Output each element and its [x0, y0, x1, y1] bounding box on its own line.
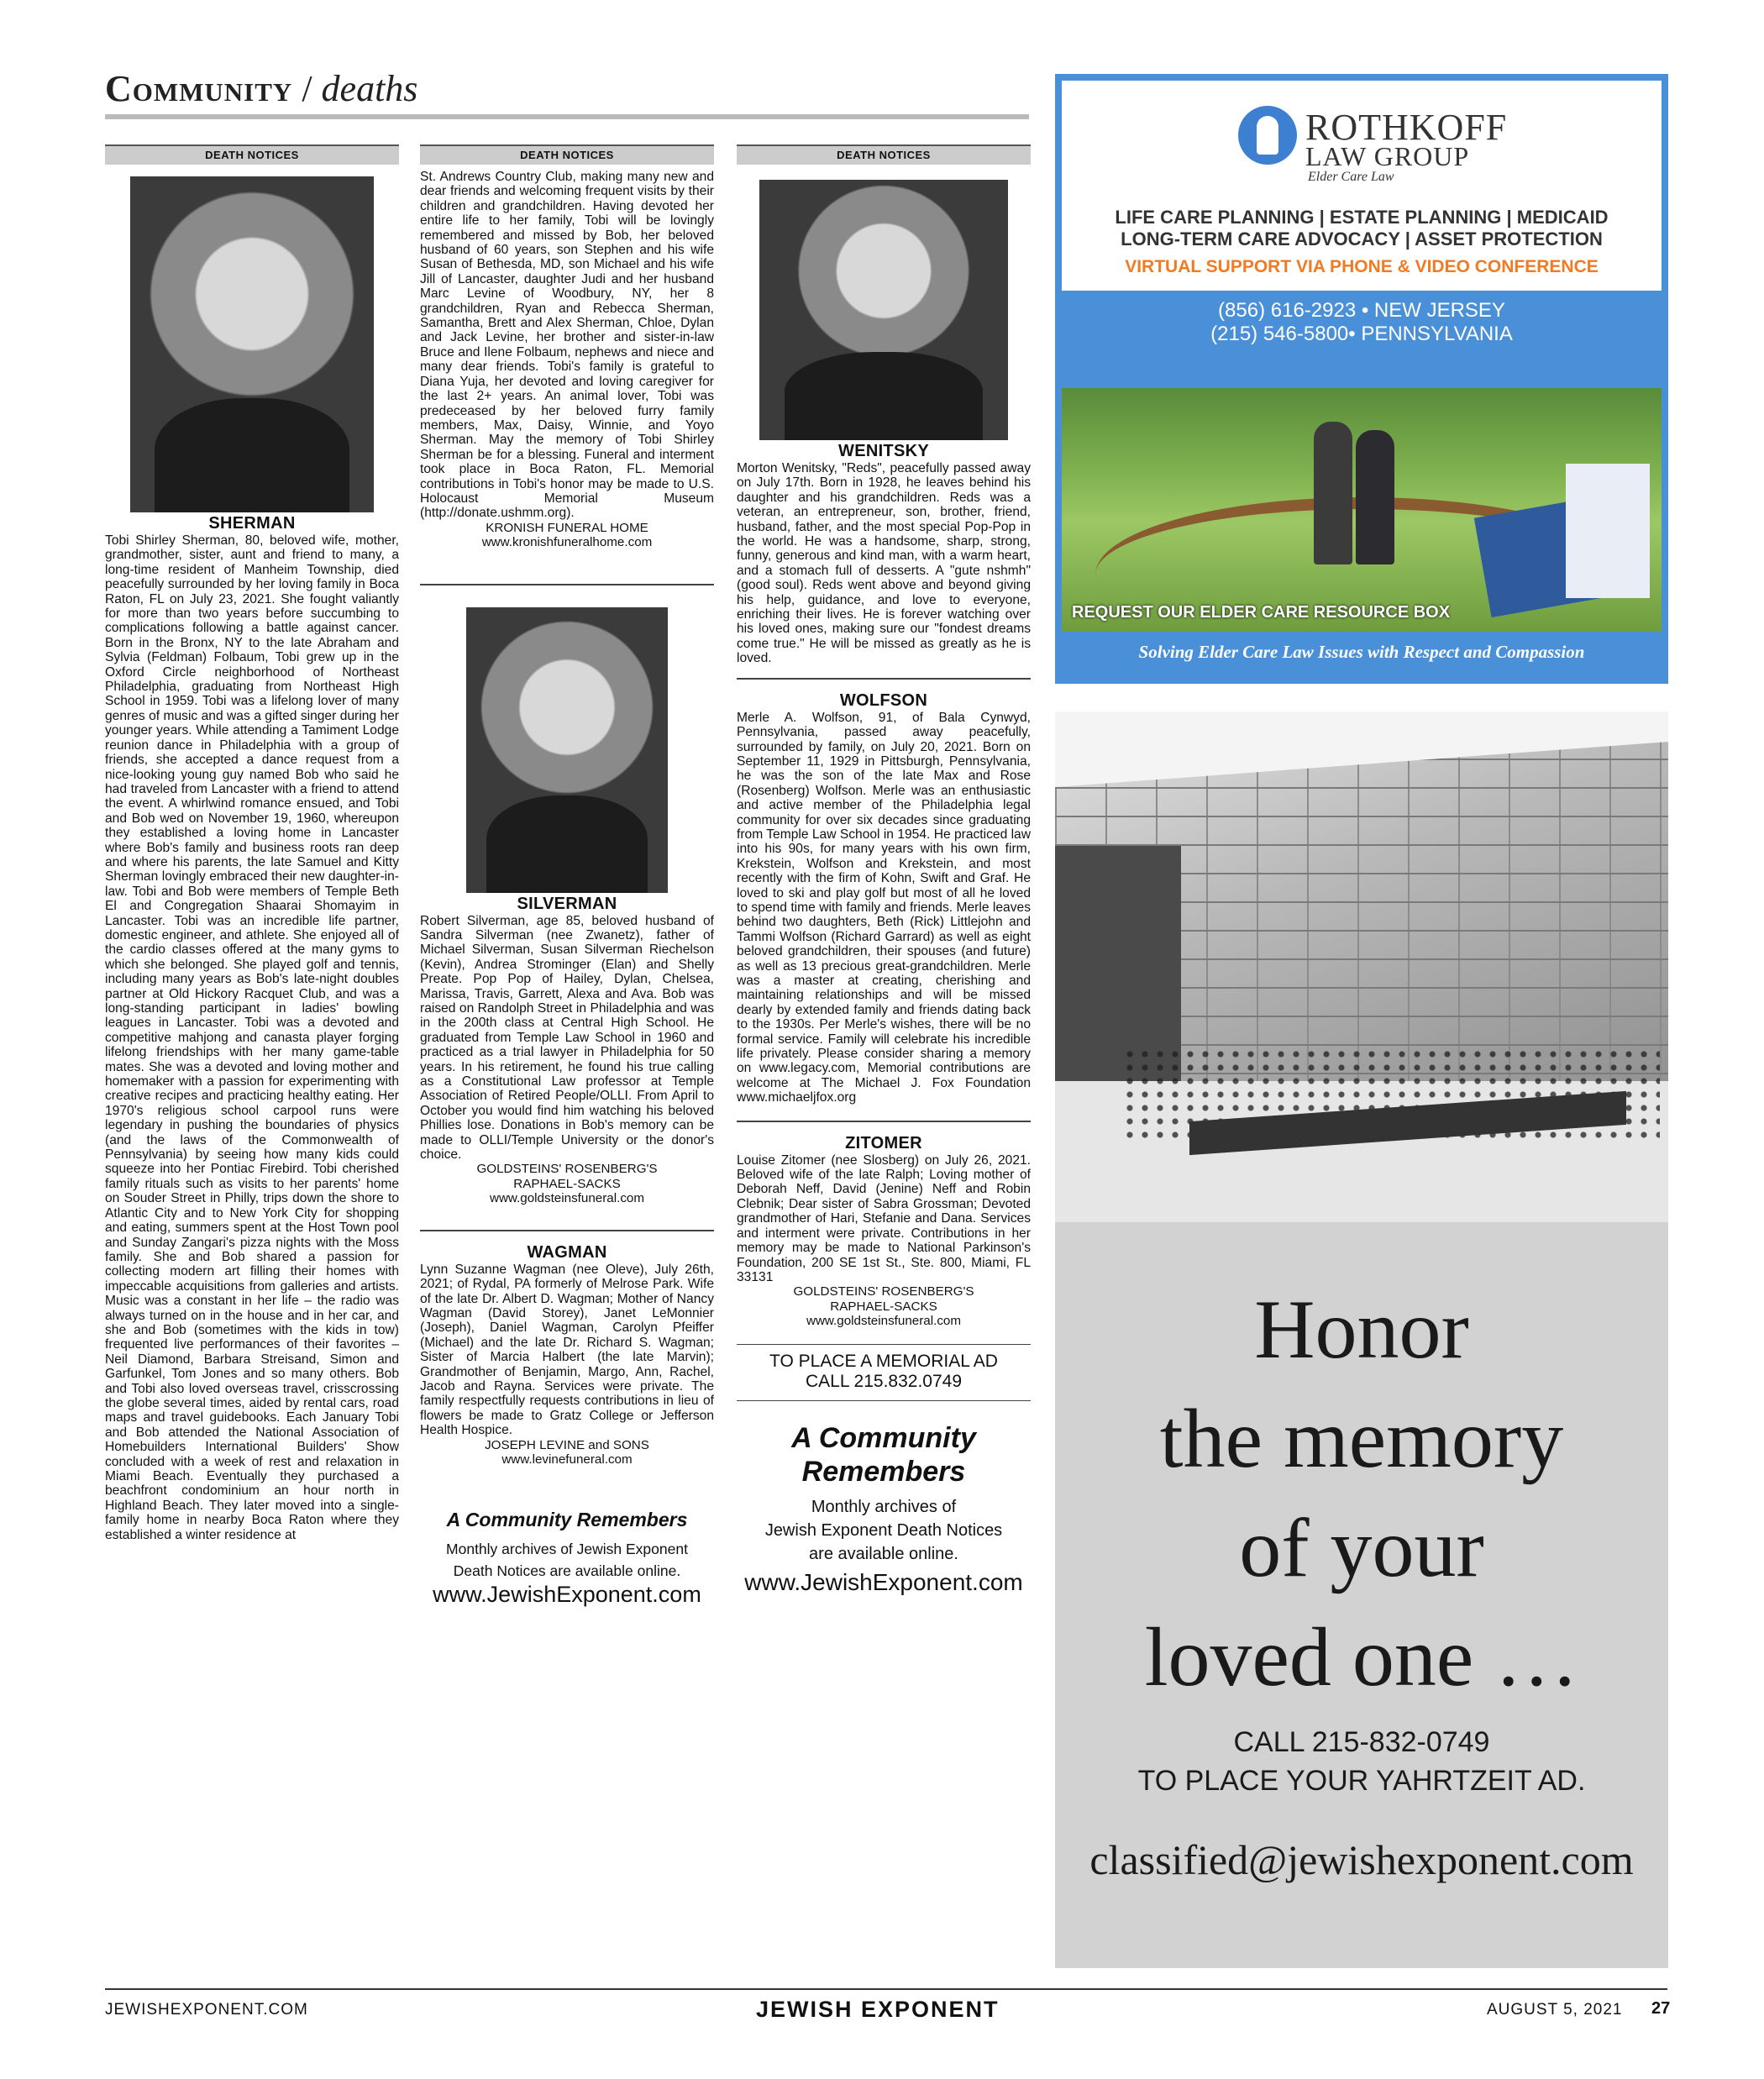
honor-line: of your	[1239, 1501, 1484, 1594]
funeral-url-kronish[interactable]: www.kronishfuneralhome.com	[481, 535, 653, 550]
rothkoff-name: ROTHKOFF	[1305, 107, 1508, 148]
honor-line: Honor	[1254, 1283, 1469, 1376]
divider	[737, 1121, 1031, 1122]
divider	[737, 1400, 1031, 1401]
yahrtzeit-ad[interactable]	[1055, 1222, 1668, 1968]
column-header: DEATH NOTICES	[420, 144, 714, 165]
rothkoff-name-sub: LAW GROUP	[1305, 141, 1470, 171]
promo-line: Monthly archives of Jewish Exponent	[446, 1541, 688, 1558]
obituary-text-silverman: Robert Silverman, age 85, beloved husband of Sandra Silverman (nee Zwanetz), father of Michael Silverman, Susan Silverman Riechelson (Kevin), Andrea Strominger (Elan) and Shelly Preate. Pop Pop of Hailey, Dylan, Chelsea, Marissa, Travis, Garrett, Alexa and Ava. Bob was raised on Randolph Street in Philadelphia and was in the 200th class at Central High School. He graduated from Temple Law School in 1960 and practiced as a trial lawyer in Philadelphia for 50 years. In his retirement, he found his true calling as a Constitutional Law professor at Temple Association of Retired People/OLLI. From April to October you would find him watching his beloved Phillies lose. Donations in Bob's memory can be made to OLLI/Temple University or the donor's choice.	[420, 913, 714, 1163]
funeral-home-raphael: RAPHAEL-SACKS	[830, 1299, 937, 1314]
divider	[420, 584, 714, 585]
footer-rule	[105, 1988, 1667, 1990]
obituary-text-wolfson: Merle A. Wolfson, 91, of Bala Cynwyd, Pennsylvania, passed away peacefully, surrounded by family, on July 20, 2021. Born on September 11, 1929 in Pittsburgh, Pennsylvania, he was the son of the late Max and Rose (Rosenberg) Wolfson. Merle was an enthusiastic and active member of the Philadelphia legal community for over six decades since graduating from Temple Law School in 1954. He practiced law into his 90s, for many years with his own firm, Krekstein, Wolfson and Krekstein, and most recently with the firm of Kohn, Swift and Graf. He loved to ski and play golf but most of all he loved to spend time with family and friends. Merle leaves behind two daughters, Beth (Rick) Littlejohn and Tammi Wolfson (Richard Garrard) as well as eight beloved grandchildren, their spouses (and future) as well as 13 precious great-grandchildren. Merle was a master at creating, cherishing and maintaining relationships and will be missed dearly by extended family and friends dating back to the 1930s. Per Merle's wishes, there will be no formal service. Family will celebrate his incredible life privately. Please consider sharing a memory on www.legacy.com, Memorial contributions are welcome at The Michael J. Fox Foundation www.michaeljfox.org	[737, 710, 1031, 1105]
column-2	[420, 144, 714, 1608]
promo-title: A Community Remembers	[446, 1509, 688, 1531]
promo-url[interactable]: www.JewishExponent.com	[433, 1582, 701, 1608]
divider	[737, 1344, 1031, 1345]
promo-line: are available online.	[809, 1544, 958, 1563]
footer-date: AUGUST 5, 2021	[1487, 2001, 1623, 2019]
obituary-name-sherman: SHERMAN	[208, 514, 296, 533]
rothkoff-tagline: Solving Elder Care Law Issues with Respect and Compassion	[1138, 642, 1585, 662]
rothkoff-ad-header	[1062, 81, 1662, 291]
phone-pa: (215) 546-5800• PENNSYLVANIA	[1210, 323, 1513, 345]
funeral-home-raphael: RAPHAEL-SACKS	[513, 1176, 621, 1191]
honor-line: loved one …	[1144, 1610, 1579, 1704]
obituary-text-zitomer: Louise Zitomer (nee Slosberg) on July 26, 2021. Beloved wife of the late Ralph; Loving mother of Deborah Neff, David (Jenine) Neff and Robin Clebnik; Dear sister of Sabra Grossman; Devoted grandmother of Hari, Stefanie and Dana. Services and interment were private. Contributions in her memory may be made to National Parkinson's Foundation, 200 SE 1st St., Ste. 800, Miami, FL 33131	[737, 1152, 1031, 1284]
obituary-text-wagman: Lynn Suzanne Wagman (nee Oleve), July 26th, 2021; of Rydal, PA formerly of Melrose Park. Wife of the late Dr. Albert D. Wagman; Mother of Nancy Wagman (David Storey), Janet LeMonnier (Joseph), Daniel Wagman, Carolyn Pfeiffer (Michael) and the late Dr. Richard S. Wagman; Sister of Marcia Halbert (the late Marvin); Grandmother of Benjamin, Margo, Ann, Rachel, Jacob and Rayna. Services were private. The family respectfully requests contributions in lieu of flowers be made to Gratz College or Jefferson Health Hospice.	[420, 1262, 714, 1438]
wenitsky-photo	[759, 180, 1008, 440]
funeral-url-goldsteins[interactable]: www.goldsteinsfuneral.com	[806, 1314, 962, 1329]
obituary-name-wolfson: WOLFSON	[839, 690, 928, 710]
promo-url[interactable]: www.JewishExponent.com	[744, 1568, 1023, 1595]
silverman-photo	[466, 607, 668, 893]
promo-title: A Community	[791, 1421, 976, 1454]
request-box-cta[interactable]: REQUEST OUR ELDER CARE RESOURCE BOX	[1072, 603, 1451, 622]
divider	[737, 678, 1031, 680]
funeral-home-kronish: KRONISH FUNERAL HOME	[486, 520, 648, 535]
western-wall-photo	[1055, 711, 1668, 1222]
obituary-text-sherman-cont: St. Andrews Country Club, making many new and dear friends and welcoming frequent visits by their children and grandchildren. Having devoted her entire life to her family, Tobi will be lovingly remembered and missed by Bob, her beloved husband of 60 years, son Stephen and his wife Susan of Bethesda, MD, son Michael and his wife Jill of Lancaster, daughter Judi and her husband Marc Levine of Woodbury, NY, her 8 grandchildren, Ryan and Rebecca Sherman, Samantha, Brett and Alex Sherman, Chloe, Dylan and Jack Levine, her brother and sister-in-law Bruce and Ilene Folbaum, nephews and niece and many dear friends. Tobi's family is grateful to Diana Yuja, her devoted and loving caregiver for the last 2+ years. An animal lover, Tobi was predeceased by her beloved furry family members, Max, Daisy, Winnie, and Yoyo Sherman. May the memory of Tobi Shirley Sherman be for a blessing. Funeral and interment took place in Boca Raton, FL. Memorial contributions in Tobi's honor may be made to U.S. Holocaust Memorial Museum (http://donate.ushmm.org).	[420, 170, 714, 521]
section-name: Community	[105, 68, 293, 109]
classified-email[interactable]: classified@jewishexponent.com	[1089, 1836, 1634, 1883]
divider	[420, 1230, 714, 1231]
column-3	[737, 144, 1031, 1596]
promo-title: Remembers	[801, 1455, 966, 1488]
funeral-home-goldsteins: GOLDSTEINS' ROSENBERG'S	[793, 1284, 974, 1299]
memorial-ad-phone: CALL 215.832.0749	[805, 1371, 963, 1391]
elder-care-photo	[1062, 388, 1662, 632]
promo-line: Jewish Exponent Death Notices	[764, 1520, 1003, 1540]
column-1	[105, 144, 399, 1542]
yahrtzeit-cta: TO PLACE YOUR YAHRTZEIT AD.	[1137, 1765, 1586, 1797]
services-line: LONG-TERM CARE ADVOCACY | ASSET PROTECTION	[1121, 228, 1603, 249]
page-number: 27	[1651, 1999, 1671, 2018]
column-header: DEATH NOTICES	[737, 144, 1031, 165]
rothkoff-specialty: Elder Care Law	[1308, 170, 1394, 184]
obituary-name-wagman: WAGMAN	[527, 1242, 607, 1262]
header-rule	[105, 114, 1029, 119]
promo-line: Monthly archives of	[811, 1497, 957, 1516]
funeral-home-levine: JOSEPH LEVINE and SONS	[485, 1437, 649, 1452]
obituary-text-wenitsky: Morton Wenitsky, "Reds", peacefully passed away on July 17th. Born in 1928, he leaves behind his daughter and his grandchildren. Reds was a veteran, an entrepreneur, son, brother, friend, husband, father, and the most special Pop-Pop in the world. He was a handsome, sharp, strong, funny, generous and kind man, with a warm heart, and a stomach full of desserts. A "gute nshmh" (good soul). Reds went above and beyond giving his help, guidance, and love to everyone, enriching their lives. He is forever watching over his loved ones, making sure our "fondest dreams come true." He will be missed as greatly as he is loved.	[737, 461, 1031, 666]
services-line: LIFE CARE PLANNING | ESTATE PLANNING | MEDICAID	[1115, 207, 1609, 228]
section-title: Community / deaths	[105, 68, 418, 109]
honor-line: the memory	[1159, 1392, 1564, 1485]
obituary-text-sherman: Tobi Shirley Sherman, 80, beloved wife, mother, grandmother, sister, aunt and friend to many, a long-time resident of Manheim Township, died peacefully surrounded by her loving family in Boca Raton, FL on July 23, 2021. She fought valiantly for more than two years before succumbing to complications following a battle against cancer. Born in the Bronx, NY to the late Abraham and Sylvia (Feldman) Folbaum, Tobi grew up in the Oxford Circle neighborhood of Northeast Philadelphia, graduating from Northeast High School in 1959. Tobi was a lifelong lover of many genres of music and was a gifted singer during her younger years. While attending a Tamiment Lodge reunion dance in Philadelphia with a group of friends, she accepted a dance request from a nice-looking young guy named Bob who said he had traveled from Lancaster with a friend to attend the event. A whirlwind romance ensued, and Tobi and Bob wed on November 19, 1960, whereupon they established a loving home in Lancaster where Bob's family and business roots ran deep and where his parents, the late Samuel and Kitty Sherman lovingly embraced their new daughter-in-law. Tobi and Bob were members of Temple Beth El and Congregation Shaarai Shomayim in Lancaster. Tobi was an incredible life partner, domestic engineer, and athlete. She enjoyed all of the cardio classes offered at the many gyms to which she belonged. She played golf and tennis, including many years as Bob's late-night doubles partner at Old Hickory Racquet Club, and was a long-standing participant in ladies' bowling leagues in Lancaster. Tobi was a devoted and competitive mahjong and canasta player forging lifelong friendships with her many game-table mates. She was a devoted and loving mother and homemaker with a passion for experimenting with creative recipes and practicing healthy eating. Her 1970's religious school carpool runs were legendary in pushing the boundaries of physics (and the laws of the Commonwealth of Pennsylvania) by seeing how many kids could squeeze into her Pontiac Firebird. Tobi cherished family rituals such as visits to her parents' home on Souder Street in Philly, trips down the shore to Atlantic City and to New York City for shopping and eating, summers spent at the Host Town pool and Sunday Zangari's pizza nights with the Moss family. She and Bob shared a passion for collecting modern art filling their homes with impeccable acquisitions from galleries and artists. Music was a constant in her life – the radio was always turned on in the house and in her car, and she and Bob (sometimes with the kids in tow) frequented live performances of their favorites – Neil Diamond, Barbara Streisand, Simon and Garfunkel, Tom Jones and so many others. Bob and Tobi also loved overseas travel, crisscrossing the globe several times, aided by rental cars, road maps and travel guidebooks. Each January Tobi and Bob attended the National Association of Homebuilders International Builders' Show concluded with a week of rest and relaxation in Miami Beach. Eventually they purchased a beachfront condominium an hour north in Highland Beach. They later moved into a single-family home in nearby Boca Raton where they established a winter residence at	[105, 533, 399, 1542]
rothkoff-logo-icon	[1238, 106, 1297, 165]
section-sub: deaths	[321, 68, 418, 109]
virtual-support: VIRTUAL SUPPORT VIA PHONE & VIDEO CONFERENCE	[1125, 257, 1599, 276]
obituary-name-silverman: SILVERMAN	[517, 894, 617, 913]
funeral-home-goldsteins: GOLDSTEINS' ROSENBERG'S	[476, 1162, 658, 1177]
obituary-name-zitomer: ZITOMER	[845, 1133, 922, 1152]
footer-site[interactable]: JEWISHEXPONENT.COM	[105, 2001, 308, 2019]
rothkoff-ad[interactable]	[1055, 74, 1668, 684]
footer-paper-name: JEWISH EXPONENT	[756, 1997, 1000, 2022]
column-header: DEATH NOTICES	[105, 144, 399, 165]
funeral-url-goldsteins[interactable]: www.goldsteinsfuneral.com	[489, 1191, 645, 1206]
funeral-url-levine[interactable]: www.levinefuneral.com	[501, 1452, 633, 1467]
phone-nj: (856) 616-2923 • NEW JERSEY	[1218, 299, 1505, 322]
memorial-ad-line: TO PLACE A MEMORIAL AD	[769, 1351, 998, 1371]
yahrtzeit-phone: CALL 215-832-0749	[1233, 1726, 1490, 1758]
obituary-name-wenitsky: WENITSKY	[838, 442, 929, 460]
sherman-photo	[130, 176, 374, 512]
promo-line: Death Notices are available online.	[453, 1562, 681, 1580]
